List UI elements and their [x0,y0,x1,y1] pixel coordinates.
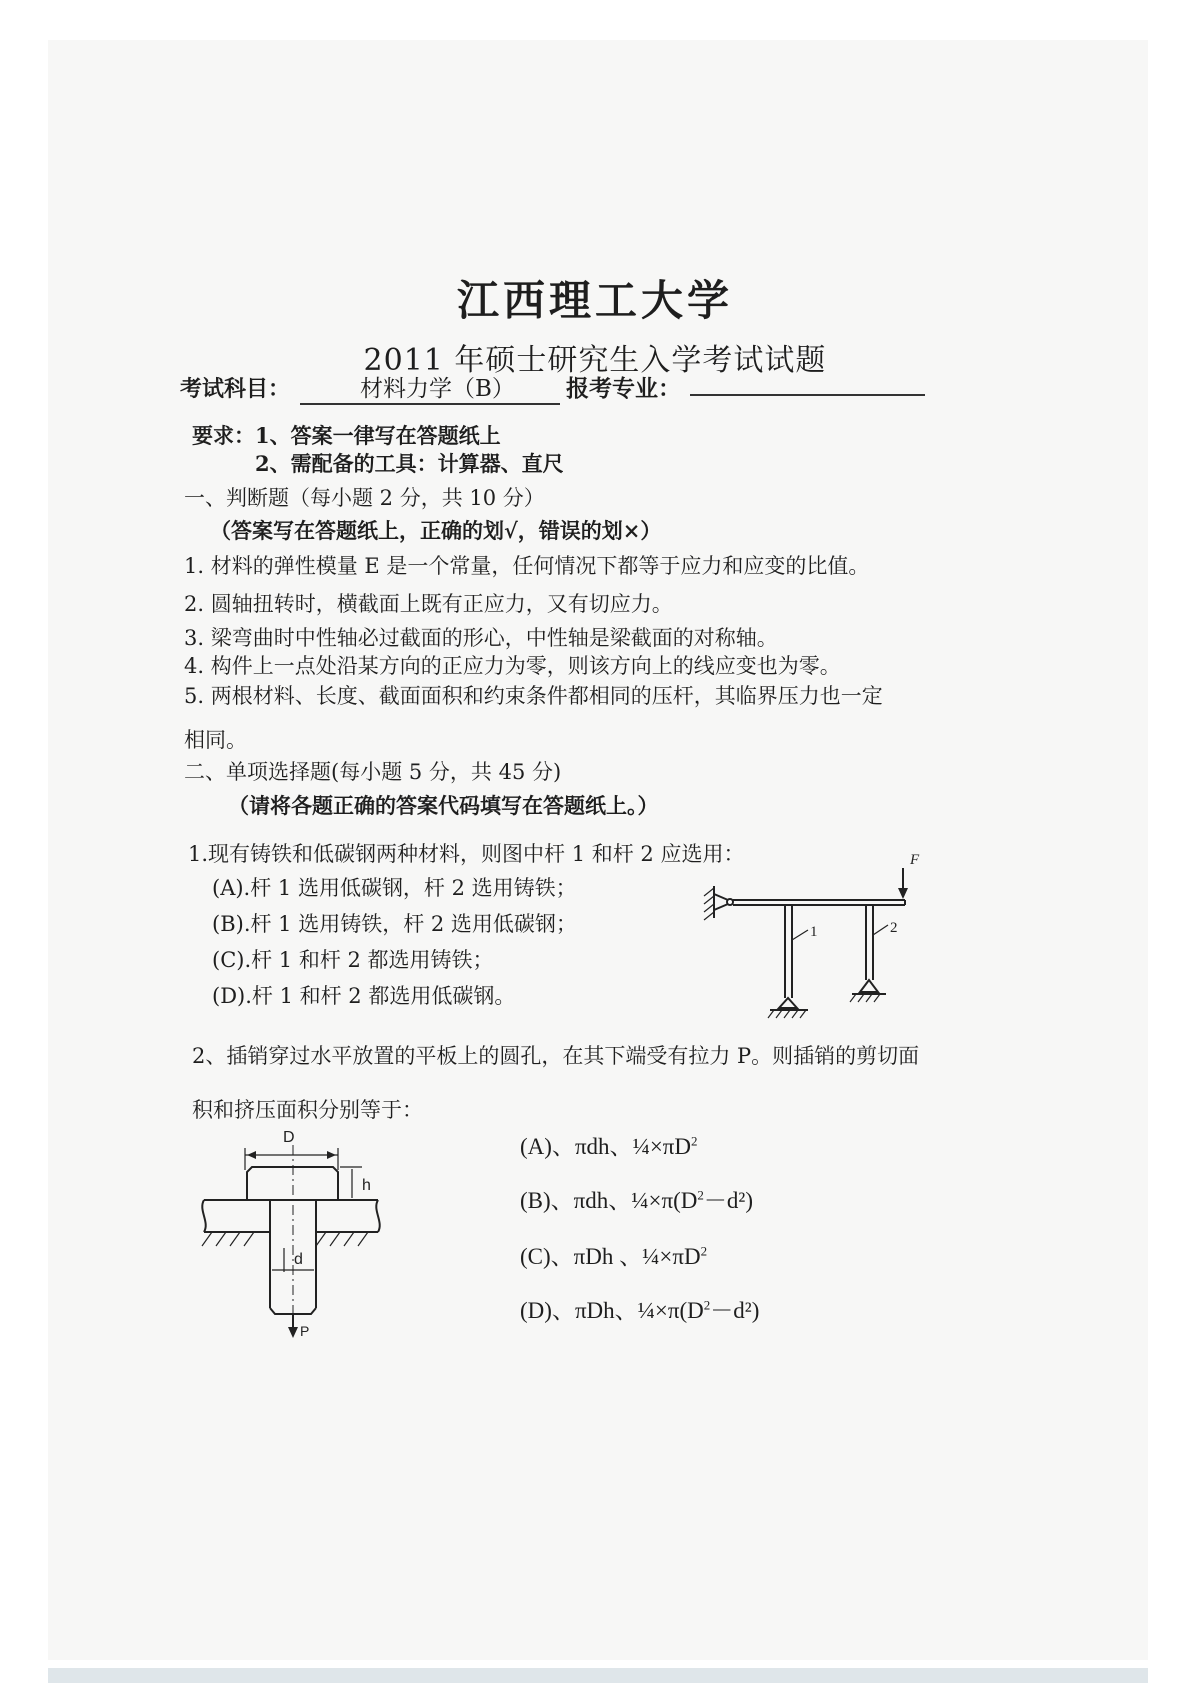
exam-title: 2011 年硕士研究生入学考试试题 [363,343,827,378]
q1-option-b: (B).杆 1 选用铸铁，杆 2 选用低碳钢； [212,912,577,936]
D-label: D [283,1129,295,1146]
q2-option-b: (B)、πdh、$\frac{1}{4}\times\pi(D^2-d^2)$ [520,1187,753,1213]
section1-note: （答案写在答题纸上，正确的划√，错误的划×） [210,518,662,543]
q2-stem-line2: 积和挤压面积分别等于： [192,1098,423,1122]
subject-value: 材料力学（B） [300,370,560,405]
force-label: F [910,852,920,868]
university-title: 江西理工大学 [456,276,733,325]
section1-heading: 一、判断题（每小题 2 分，共 10 分） [184,486,545,510]
section2-heading: 二、单项选择题(每小题 5 分，共 45 分) [184,760,562,784]
q1-option-a: (A).杆 1 选用低碳钢，杆 2 选用铸铁； [212,876,577,900]
subject-label: 考试科目： [180,376,291,402]
h-label: h [362,1177,371,1194]
judgment-question: 4. 构件上一点处沿某方向的正应力为零，则该方向上的线应变也为零。 [184,654,841,678]
judgment-question: 3. 梁弯曲时中性轴必过截面的形心，中性轴是梁截面的对称轴。 [184,626,778,650]
q2-option-c: (C)、πDh 、$\frac{1}{4}\times\pi D^2$ [520,1243,708,1269]
q2-option-a: (A)、πdh、$\frac{1}{4}\times\pi D^2$ [520,1133,698,1159]
P-label: P [300,1323,310,1339]
q2-option-d: (D)、πDh、$\frac{1}{4}\times\pi(D^2-d^2)$ [520,1297,760,1323]
requirement-2: 2、需配备的工具：计算器、直尺 [255,451,564,476]
q2-stem-line1: 2、插销穿过水平放置的平板上的圆孔，在其下端受有拉力 P。则插销的剪切面 [192,1044,920,1068]
requirement-1: 1、答案一律写在答题纸上 [255,423,501,448]
section2-note: （请将各题正确的答案代码填写在答题纸上。） [228,793,659,818]
requirements-label: 要求： [192,423,255,448]
judgment-question-continued: 相同。 [184,728,247,752]
q1-option-c: (C).杆 1 和杆 2 都选用铸铁； [212,948,494,972]
bar2-label: 2 [890,920,898,936]
judgment-question: 5. 两根材料、长度、截面面积和约束条件都相同的压杆，其临界压力也一定 [184,684,883,708]
d-label: d [294,1251,303,1268]
major-label: 报考专业： [566,375,681,402]
q1-option-d: (D).杆 1 和杆 2 都选用低碳钢。 [212,984,516,1008]
q1-stem: 1.现有铸铁和低碳钢两种材料，则图中杆 1 和杆 2 应选用： [188,842,745,866]
judgment-question: 1. 材料的弹性模量 E 是一个常量，任何情况下都等于应力和应变的比值。 [184,554,870,578]
judgment-question: 2. 圆轴扭转时，横截面上既有正应力，又有切应力。 [184,592,673,616]
bar1-label: 1 [810,924,818,940]
